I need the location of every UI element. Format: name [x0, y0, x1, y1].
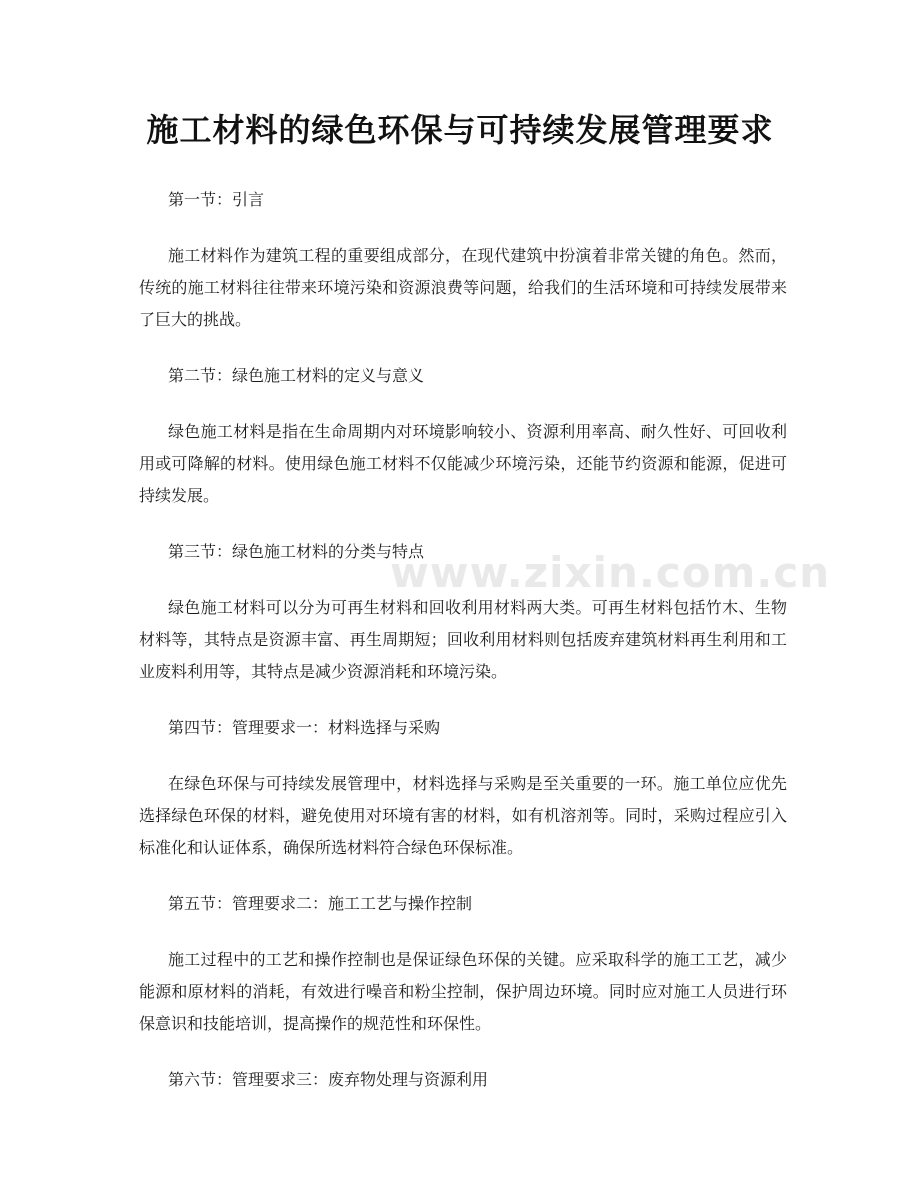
document-body	[139, 184, 831, 1120]
section-paragraph-4: 在绿色环保与可持续发展管理中，材料选择与采购是至关重要的一环。施工单位应优先选择绿色环保的材料，避免使用对环境有害的材料，如有机溶剂等。同时，采购过程应引入标准化和认证体系，确保所选材料符合绿色环保标准。	[139, 774, 787, 857]
document-title: 施工材料的绿色环保与可持续发展管理要求	[146, 111, 774, 149]
section-heading-3: 第三节：绿色施工材料的分类与特点	[168, 542, 425, 561]
section-heading-6: 第六节：管理要求三：废弃物处理与资源利用	[168, 1070, 489, 1089]
section-paragraph-1: 施工材料作为建筑工程的重要组成部分，在现代建筑中扮演着非常关键的角色。然而，传统的施工材料往往带来环境污染和资源浪费等问题，给我们的生活环境和可持续发展带来了巨大的挑战。	[139, 246, 787, 329]
section-heading-5: 第五节：管理要求二：施工工艺与操作控制	[168, 894, 473, 913]
section-heading-4: 第四节：管理要求一：材料选择与采购	[168, 718, 441, 737]
section-heading-2: 第二节：绿色施工材料的定义与意义	[168, 366, 425, 385]
section-heading-1: 第一节：引言	[168, 190, 265, 209]
watermark: www.zixin.com.cn	[390, 548, 831, 597]
section-paragraph-5: 施工过程中的工艺和操作控制也是保证绿色环保的关键。应采取科学的施工工艺，减少能源和原材料的消耗，有效进行噪音和粉尘控制，保护周边环境。同时应对施工人员进行环保意识和技能培训，提高操作的规范性和环保性。	[139, 950, 787, 1033]
section-paragraph-2: 绿色施工材料是指在生命周期内对环境影响较小、资源利用率高、耐久性好、可回收利用或可降解的材料。使用绿色施工材料不仅能减少环境污染，还能节约资源和能源，促进可持续发展。	[139, 422, 787, 505]
section-paragraph-3: 绿色施工材料可以分为可再生材料和回收利用材料两大类。可再生材料包括竹木、生物材料等，其特点是资源丰富、再生周期短；回收利用材料则包括废弃建筑材料再生利用和工业废料利用等，其特点是减少资源消耗和环境污染。	[139, 598, 787, 681]
